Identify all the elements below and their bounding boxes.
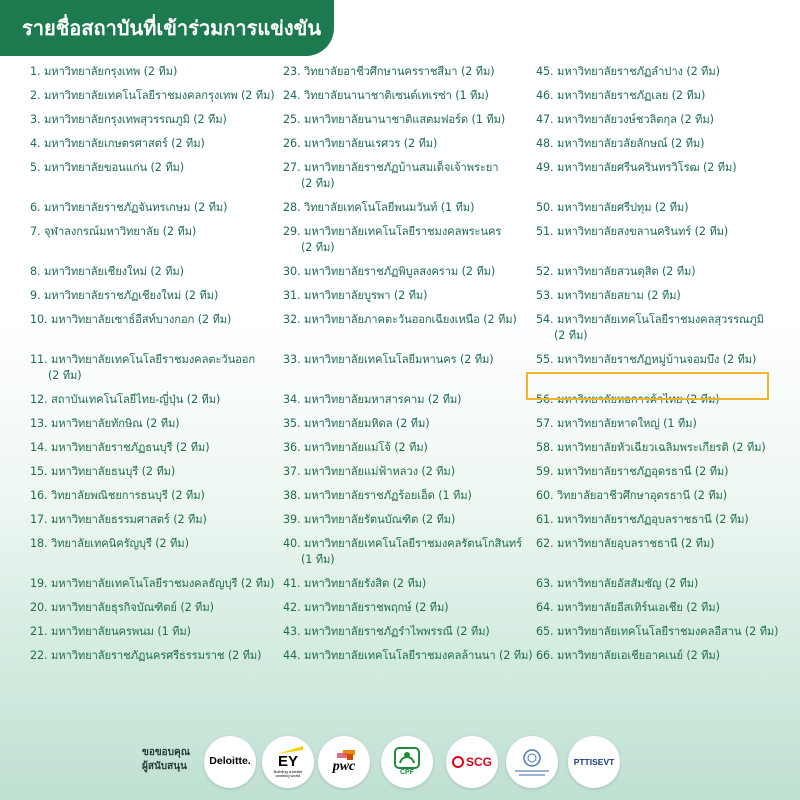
institution-number: 65. <box>536 625 554 638</box>
institution-number: 40. <box>283 537 301 550</box>
institution-name: มหาวิทยาลัยสงขลานครินทร์ (2 ทีม) <box>556 225 729 238</box>
institution-number: 20. <box>30 601 48 614</box>
scg-logo <box>446 736 498 788</box>
institution-number: 26. <box>283 137 301 150</box>
cpf-logo-text: CPF <box>400 769 414 777</box>
sponsor-footer <box>0 732 800 800</box>
institution-number: 27. <box>283 161 301 174</box>
institution-name: มหาวิทยาลัยเซาธ์อีสท์บางกอก (2 ทีม) <box>50 313 232 326</box>
institution-name: มหาวิทยาลัยเชียงใหม่ (2 ทีม) <box>43 265 184 278</box>
institution-item <box>536 160 786 176</box>
institution-name: มหาวิทยาลัยศรีนครินทรวิโรฒ (2 ทีม) <box>556 161 737 174</box>
institution-name: มหาวิทยาลัยแม่ฟ้าหลวง (2 ทีม) <box>303 465 455 478</box>
institution-name-continued: (2 ทีม) <box>301 241 335 254</box>
pttisevt-logo <box>568 736 620 788</box>
institution-item <box>536 416 786 432</box>
institution-name: มหาวิทยาลัยหัวเฉียวเฉลิมพระเกียรติ (2 ทีม) <box>556 441 766 454</box>
institution-name: มหาวิทยาลัยมหิดล (2 ทีม) <box>303 417 430 430</box>
institution-item <box>536 288 786 304</box>
institution-item <box>30 576 280 592</box>
institution-number: 32. <box>283 313 301 326</box>
page-title: รายชื่อสถาบันที่เข้าร่วมการแข่งขัน <box>0 0 334 56</box>
institution-name: มหาวิทยาลัยเทคโนโลยีราชมงคลตะวันออก <box>50 353 256 366</box>
institution-number: 25. <box>283 113 301 126</box>
institution-name: มหาวิทยาลัยธุรกิจบัณฑิตย์ (2 ทีม) <box>50 601 214 614</box>
institution-item <box>283 288 528 304</box>
institution-number: 13. <box>30 417 48 430</box>
institution-number: 50. <box>536 201 554 214</box>
institution-name: วิทยาลัยเทคนิครัญบุรี (2 ทีม) <box>50 537 189 550</box>
institution-number: 9. <box>30 289 41 302</box>
institution-number: 59. <box>536 465 554 478</box>
institution-item <box>30 352 280 384</box>
institution-item <box>536 648 786 664</box>
institution-name: มหาวิทยาลัยเอเชียอาคเนย์ (2 ทีม) <box>556 649 720 662</box>
institution-number: 8. <box>30 265 41 278</box>
pttisevt-logo-text: PTTISEVT <box>573 756 615 767</box>
institution-item <box>30 312 280 328</box>
institution-name: มหาวิทยาลัยนเรศวร (2 ทีม) <box>303 137 438 150</box>
institution-name: มหาวิทยาลัยเทคโนโลยีมหานคร (2 ทีม) <box>303 353 494 366</box>
institution-number: 37. <box>283 465 301 478</box>
institution-item <box>536 600 786 616</box>
institution-number: 14. <box>30 441 48 454</box>
institution-item <box>536 440 786 456</box>
institution-name: มหาวิทยาลัยราชภัฏอุดรธานี (2 ทีม) <box>556 465 729 478</box>
institution-name: มหาวิทยาลัยอุบลราชธานี (2 ทีม) <box>556 537 715 550</box>
institution-item <box>283 64 528 80</box>
institution-number: 3. <box>30 113 41 126</box>
institution-name: มหาวิทยาลัยกรุงเทพสุวรรณภูมิ (2 ทีม) <box>43 113 227 126</box>
foundation-logo <box>506 736 558 788</box>
institution-item <box>30 288 280 304</box>
institution-name: มหาวิทยาลัยบูรพา (2 ทีม) <box>303 289 428 302</box>
institution-name-continued: (1 ทีม) <box>301 553 335 566</box>
institution-name: มหาวิทยาลัยราชพฤกษ์ (2 ทีม) <box>303 601 449 614</box>
institution-name-continued: (2 ทีม) <box>48 369 82 382</box>
institution-name: มหาวิทยาลัยราชภัฏลำปาง (2 ทีม) <box>556 65 720 78</box>
institution-item <box>30 200 280 216</box>
institution-number: 2. <box>30 89 41 102</box>
institution-item <box>30 112 280 128</box>
institution-name: วิทยาลัยอาชีวศึกษานครราชสีมา (2 ทีม) <box>303 65 495 78</box>
institution-item <box>30 88 280 104</box>
institution-number: 5. <box>30 161 41 174</box>
institution-number: 12. <box>30 393 48 406</box>
institution-name: มหาวิทยาลัยธนบุรี (2 ทีม) <box>50 465 176 478</box>
institution-item <box>283 416 528 432</box>
ey-logo <box>262 736 314 788</box>
institution-name: มหาวิทยาลัยนครพนม (1 ทีม) <box>50 625 191 638</box>
foundation-text-line-icon <box>515 770 549 772</box>
institution-name-continued: (2 ทีม) <box>554 329 588 342</box>
institution-number: 60. <box>536 489 554 502</box>
institution-item <box>283 600 528 616</box>
institution-number: 44. <box>283 649 301 662</box>
institution-item <box>283 224 528 256</box>
institution-number: 49. <box>536 161 554 174</box>
institution-number: 23. <box>283 65 301 78</box>
institution-name: มหาวิทยาลัยทักษิณ (2 ทีม) <box>50 417 180 430</box>
thanks-line-1: ขอขอบคุณ <box>142 747 190 758</box>
institution-name: มหาวิทยาลัยหอการค้าไทย (2 ทีม) <box>556 393 720 406</box>
institution-number: 16. <box>30 489 48 502</box>
institution-name: มหาวิทยาลัยเทคโนโลยีราชมงคลรัตนโกสินทร์ <box>303 537 522 550</box>
cpf-logo <box>381 736 433 788</box>
institution-item <box>536 536 786 552</box>
institution-name: มหาวิทยาลัยอัสสัมชัญ (2 ทีม) <box>556 577 699 590</box>
institution-number: 46. <box>536 89 554 102</box>
institution-number: 62. <box>536 537 554 550</box>
institution-number: 11. <box>30 353 48 366</box>
institution-name: มหาวิทยาลัยราชภัฏพิบูลสงคราม (2 ทีม) <box>303 265 496 278</box>
institution-item <box>283 392 528 408</box>
institution-number: 7. <box>30 225 41 238</box>
institution-item <box>283 464 528 480</box>
institution-name: วิทยาลัยเทคโนโลยีพนมวันท์ (1 ทีม) <box>303 201 475 214</box>
institution-name: มหาวิทยาลัยศรีปทุม (2 ทีม) <box>556 201 689 214</box>
institution-item <box>30 488 280 504</box>
institution-number: 35. <box>283 417 301 430</box>
institution-item <box>283 512 528 528</box>
institution-item <box>536 352 786 368</box>
institution-number: 52. <box>536 265 554 278</box>
institution-name: มหาวิทยาลัยราชภัฏรำไพพรรณี (2 ทีม) <box>303 625 490 638</box>
institution-number: 21. <box>30 625 48 638</box>
institution-item <box>536 312 786 344</box>
institution-item <box>536 224 786 240</box>
institution-number: 6. <box>30 201 41 214</box>
institution-item <box>536 576 786 592</box>
institution-number: 55. <box>536 353 554 366</box>
ey-logo-text: EY <box>277 752 298 770</box>
institution-name: มหาวิทยาลัยวงษ์ชวลิตกุล (2 ทีม) <box>556 113 714 126</box>
pwc-logo-text: pwc <box>332 758 356 774</box>
institution-name: มหาวิทยาลัยราชภัฏจันทรเกษม (2 ทีม) <box>43 201 228 214</box>
institution-number: 18. <box>30 537 48 550</box>
institution-name: มหาวิทยาลัยกรุงเทพ (2 ทีม) <box>43 65 178 78</box>
scg-circle-icon <box>452 756 464 768</box>
institution-name: มหาวิทยาลัยราชภัฏหมู่บ้านจอมบึง (2 ทีม) <box>556 353 757 366</box>
institution-item <box>283 352 528 368</box>
institution-name: มหาวิทยาลัยเทคโนโลยีราชมงคลกรุงเทพ (2 ทีม) <box>43 89 275 102</box>
institution-name: มหาวิทยาลัยหาดใหญ่ (1 ทีม) <box>556 417 697 430</box>
institution-item <box>283 624 528 640</box>
institution-number: 64. <box>536 601 554 614</box>
institution-name: มหาวิทยาลัยราชภัฏร้อยเอ็ด (1 ทีม) <box>303 489 472 502</box>
institution-name: มหาวิทยาลัยเทคโนโลยีราชมงคลสุวรรณภูมิ <box>556 313 764 326</box>
institution-number: 61. <box>536 513 554 526</box>
institution-item <box>536 136 786 152</box>
institution-name: มหาวิทยาลัยรังสิต (2 ทีม) <box>303 577 427 590</box>
cpf-emblem-icon <box>394 747 420 769</box>
institution-item <box>283 88 528 104</box>
institution-number: 34. <box>283 393 301 406</box>
institution-name: วิทยาลัยอาชีวศึกษาอุดรธานี (2 ทีม) <box>556 489 728 502</box>
institution-number: 42. <box>283 601 301 614</box>
institution-number: 19. <box>30 577 48 590</box>
institution-name: มหาวิทยาลัยธรรมศาสตร์ (2 ทีม) <box>50 513 207 526</box>
institution-number: 58. <box>536 441 554 454</box>
ey-tagline: Building a better working world <box>273 768 303 778</box>
institution-item <box>536 624 786 640</box>
institution-number: 56. <box>536 393 554 406</box>
institution-name: มหาวิทยาลัยเทคโนโลยีราชมงคลธัญบุรี (2 ทีม) <box>50 577 275 590</box>
institution-name: มหาวิทยาลัยสยาม (2 ทีม) <box>556 289 681 302</box>
institution-number: 36. <box>283 441 301 454</box>
institution-item <box>30 264 280 280</box>
institution-name: มหาวิทยาลัยราชภัฏนครศรีธรรมราช (2 ทีม) <box>50 649 262 662</box>
institution-item <box>536 264 786 280</box>
institution-name: มหาวิทยาลัยรัตนบัณฑิต (2 ทีม) <box>303 513 456 526</box>
thanks-line-2: ผู้สนับสนุน <box>142 761 187 772</box>
institution-item <box>283 488 528 504</box>
foundation-text-line-icon <box>519 774 545 776</box>
institution-number: 10. <box>30 313 48 326</box>
institution-item <box>283 136 528 152</box>
institution-name: มหาวิทยาลัยวลัยลักษณ์ (2 ทีม) <box>556 137 705 150</box>
institution-number: 63. <box>536 577 554 590</box>
institution-number: 4. <box>30 137 41 150</box>
sponsor-thanks-label <box>142 746 202 774</box>
institution-number: 57. <box>536 417 554 430</box>
institution-name: จุฬาลงกรณ์มหาวิทยาลัย (2 ทีม) <box>43 225 197 238</box>
institution-number: 1. <box>30 65 41 78</box>
institution-item <box>536 512 786 528</box>
institution-number: 31. <box>283 289 301 302</box>
institution-item <box>283 160 528 192</box>
institution-number: 48. <box>536 137 554 150</box>
institution-name: มหาวิทยาลัยเทคโนโลยีราชมงคลอีสาน (2 ทีม) <box>556 625 779 638</box>
institution-number: 54. <box>536 313 554 326</box>
institution-item <box>536 88 786 104</box>
institution-name: มหาวิทยาลัยอีสเทิร์นเอเชีย (2 ทีม) <box>556 601 720 614</box>
institution-item <box>283 576 528 592</box>
institution-item <box>30 416 280 432</box>
institution-name: สถาบันเทคโนโลยีไทย-ญี่ปุ่น (2 ทีม) <box>50 393 221 406</box>
institution-item <box>30 64 280 80</box>
institution-number: 53. <box>536 289 554 302</box>
institution-name: มหาวิทยาลัยราชภัฏบ้านสมเด็จเจ้าพระยา <box>303 161 499 174</box>
institution-number: 33. <box>283 353 301 366</box>
institution-name: มหาวิทยาลัยแม่โจ้ (2 ทีม) <box>303 441 428 454</box>
institution-name: มหาวิทยาลัยสวนดุสิต (2 ทีม) <box>556 265 696 278</box>
institution-name: มหาวิทยาลัยเกษตรศาสตร์ (2 ทีม) <box>43 137 205 150</box>
institution-item <box>30 600 280 616</box>
institution-number: 38. <box>283 489 301 502</box>
institution-item <box>283 536 528 568</box>
institution-number: 66. <box>536 649 554 662</box>
institution-number: 41. <box>283 577 301 590</box>
institution-item <box>283 440 528 456</box>
institution-number: 29. <box>283 225 301 238</box>
institution-name: มหาวิทยาลัยราชภัฏเชียงใหม่ (2 ทีม) <box>43 289 219 302</box>
institution-name: มหาวิทยาลัยราชภัฏธนบุรี (2 ทีม) <box>50 441 210 454</box>
institution-item <box>536 200 786 216</box>
institution-number: 39. <box>283 513 301 526</box>
institution-number: 47. <box>536 113 554 126</box>
institution-name: มหาวิทยาลัยราชภัฏอุบลราชธานี (2 ทีม) <box>556 513 749 526</box>
institution-name: มหาวิทยาลัยภาคตะวันออกเฉียงเหนือ (2 ทีม) <box>303 313 517 326</box>
institution-item <box>30 648 280 664</box>
institution-item <box>30 136 280 152</box>
institution-item <box>283 264 528 280</box>
institution-number: 51. <box>536 225 554 238</box>
institution-item <box>30 512 280 528</box>
institution-name: มหาวิทยาลัยนานาชาติแสตมฟอร์ด (1 ทีม) <box>303 113 506 126</box>
institution-name-continued: (2 ทีม) <box>301 177 335 190</box>
institution-item <box>30 464 280 480</box>
institution-number: 28. <box>283 201 301 214</box>
institution-name: มหาวิทยาลัยมหาสารคาม (2 ทีม) <box>303 393 462 406</box>
institution-name: มหาวิทยาลัยเทคโนโลยีราชมงคลล้านนา (2 ทีม) <box>303 649 533 662</box>
institution-item <box>30 536 280 552</box>
institution-item <box>536 64 786 80</box>
foundation-emblem-icon <box>520 748 544 768</box>
institution-name: มหาวิทยาลัยขอนแก่น (2 ทีม) <box>43 161 185 174</box>
institution-item <box>30 160 280 176</box>
institution-item <box>536 488 786 504</box>
institution-item <box>30 624 280 640</box>
institution-name: มหาวิทยาลัยเทคโนโลยีราชมงคลพระนคร <box>303 225 502 238</box>
institution-name: มหาวิทยาลัยราชภัฏเลย (2 ทีม) <box>556 89 706 102</box>
institution-item <box>30 224 280 240</box>
institution-item <box>283 112 528 128</box>
highlight-box-item-55 <box>526 372 769 400</box>
institution-item <box>283 312 528 328</box>
deloitte-logo <box>204 736 256 788</box>
institution-number: 17. <box>30 513 48 526</box>
institution-number: 15. <box>30 465 48 478</box>
institution-number: 24. <box>283 89 301 102</box>
deloitte-logo-text: Deloitte. <box>209 755 251 768</box>
institution-item <box>30 392 280 408</box>
institution-number: 45. <box>536 65 554 78</box>
institution-name: วิทยาลัยพณิชยการธนบุรี (2 ทีม) <box>50 489 205 502</box>
institution-item <box>283 648 533 664</box>
institution-number: 22. <box>30 649 48 662</box>
scg-logo-text: SCG <box>465 754 492 769</box>
institution-item <box>30 440 280 456</box>
institution-name: วิทยาลัยนานาชาติเซนต์เทเรซ่า (1 ทีม) <box>303 89 489 102</box>
institution-number: 43. <box>283 625 301 638</box>
institution-item <box>283 200 528 216</box>
pwc-logo <box>318 736 370 788</box>
institution-item <box>536 464 786 480</box>
institution-item <box>536 112 786 128</box>
institution-number: 30. <box>283 265 301 278</box>
